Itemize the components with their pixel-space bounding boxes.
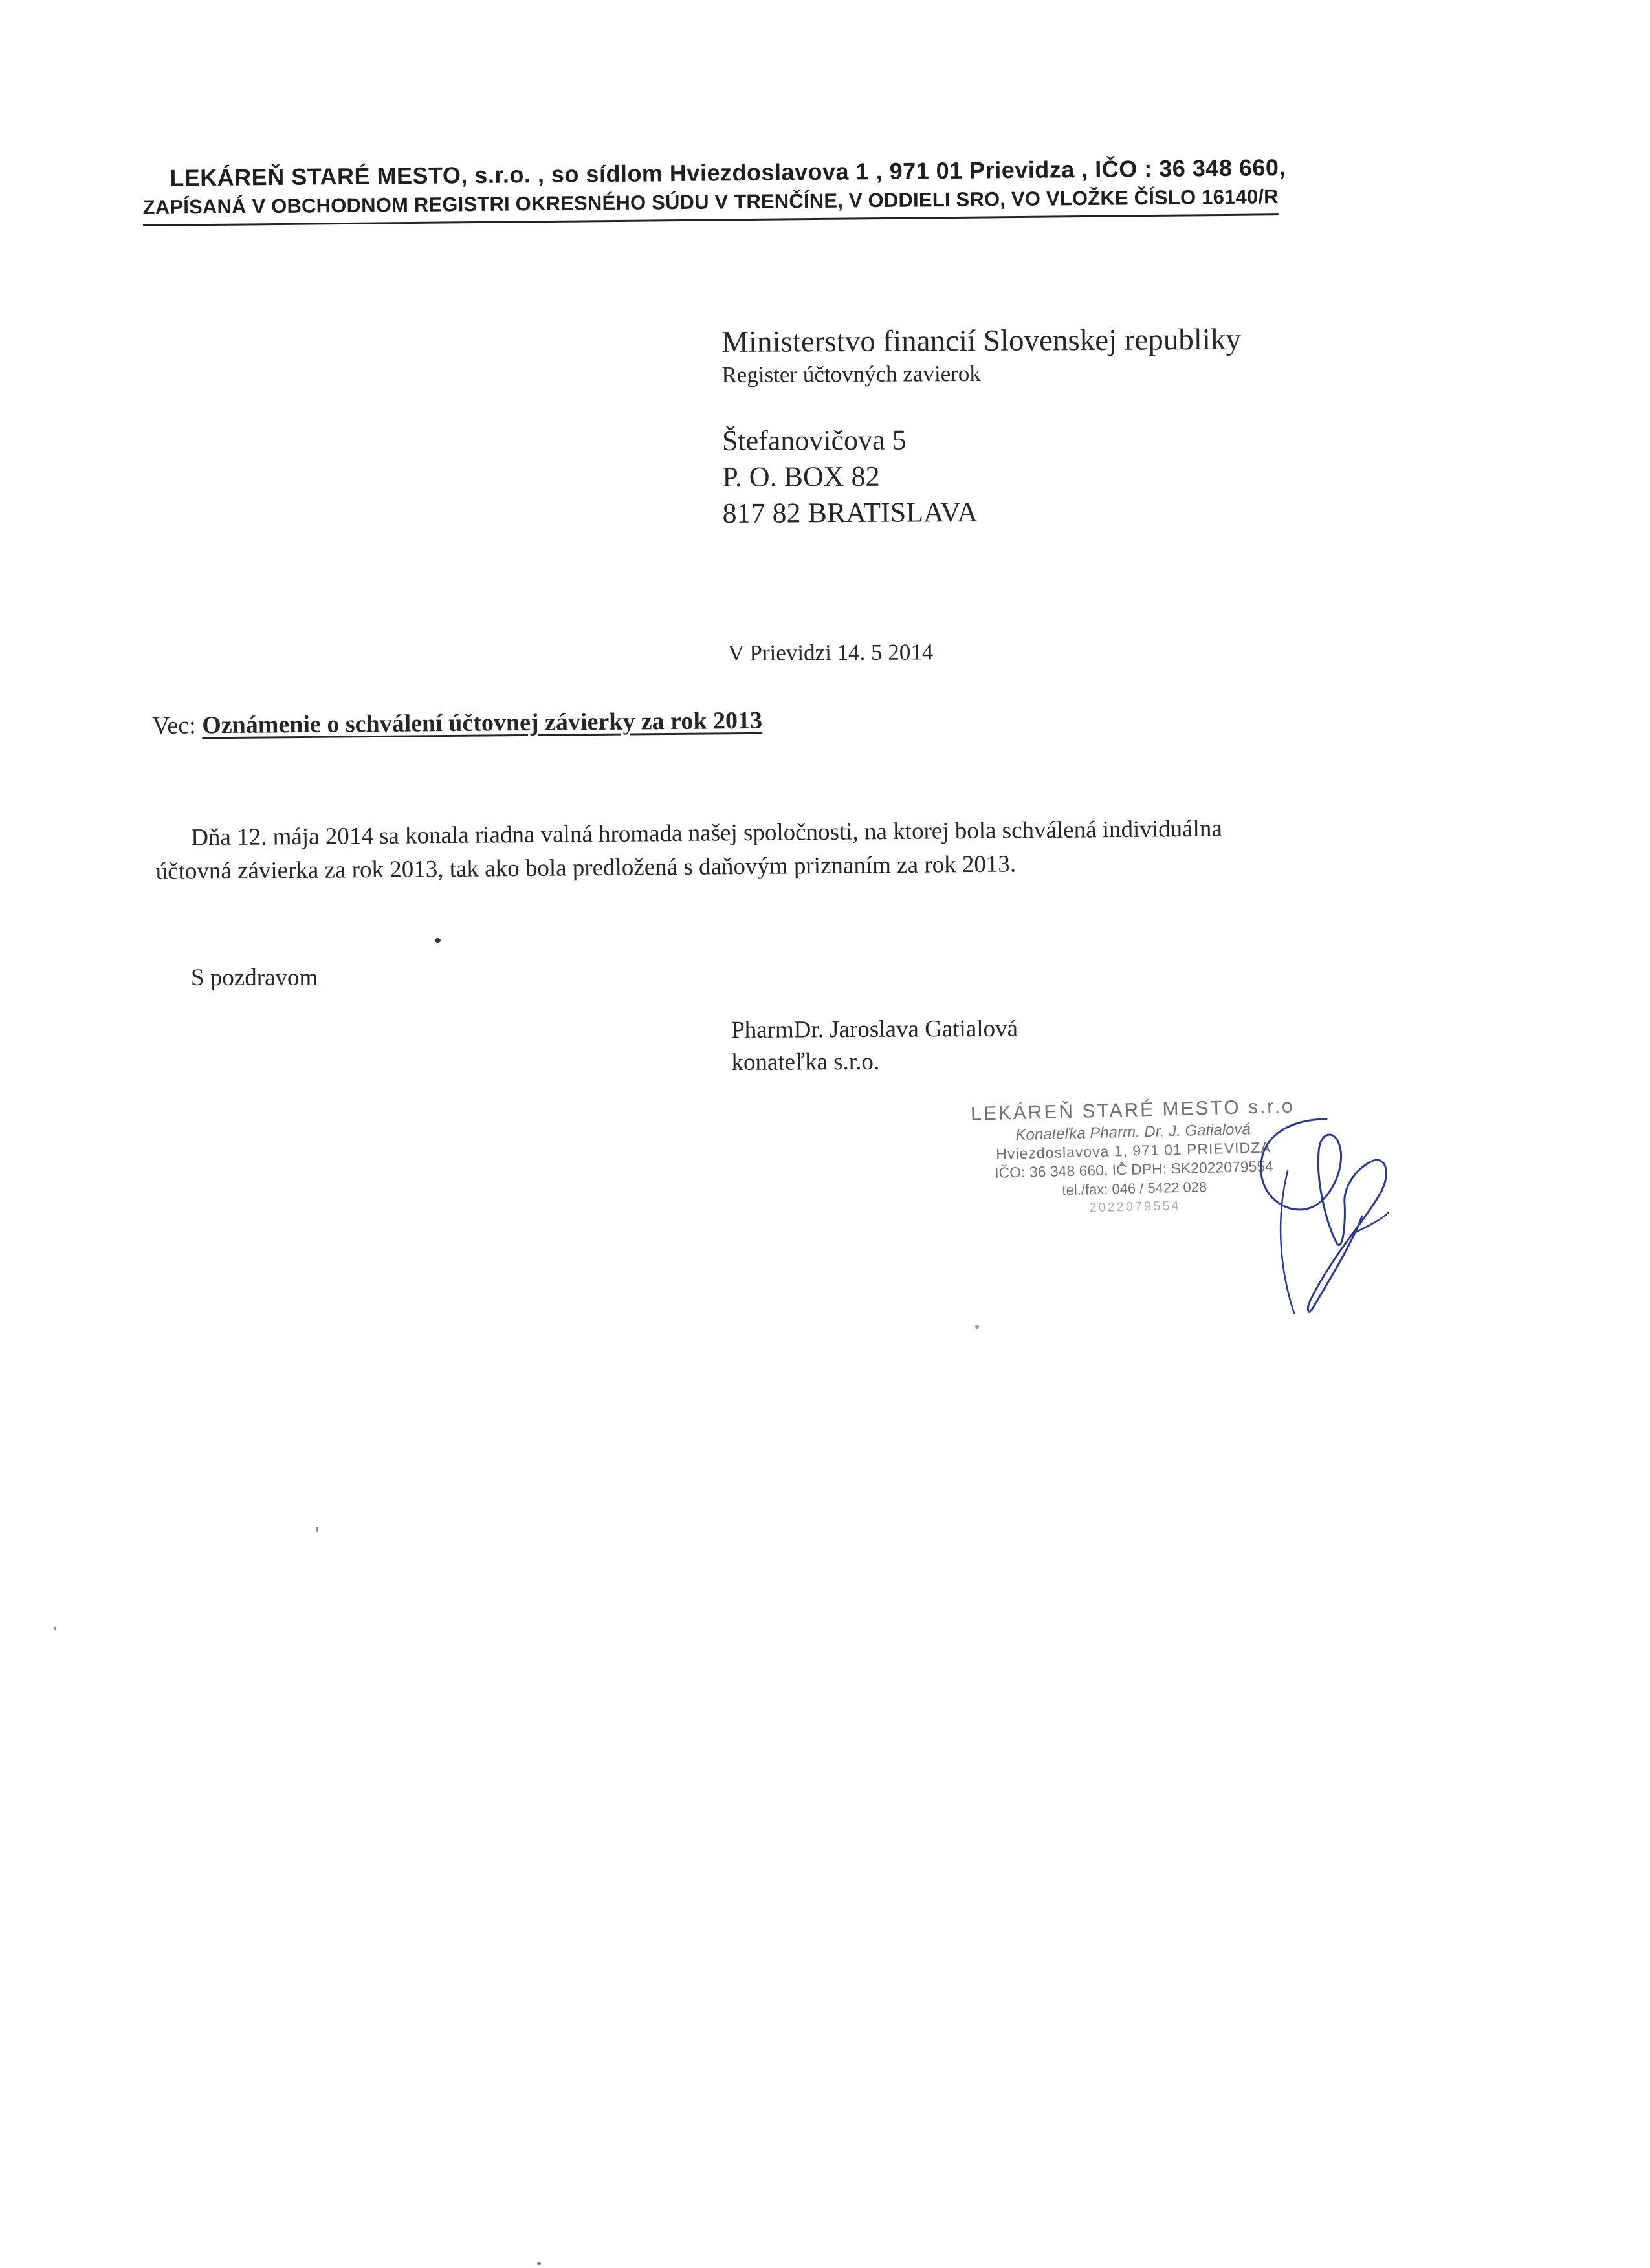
subject-line — [152, 706, 762, 740]
stamp-line: 2022079554 — [1089, 1198, 1181, 1216]
signer-block — [731, 1013, 1018, 1079]
recipient-city: 817 82 BRATISLAVA — [722, 496, 978, 529]
recipient-address-block — [721, 321, 1242, 532]
recipient-pobox: P. O. BOX 82 — [722, 460, 880, 493]
stamp-line: Hviezdoslavova 1, 971 01 PRIEVIDZA — [996, 1139, 1271, 1162]
scan-speck — [435, 938, 441, 943]
signer-name: PharmDr. Jaroslava Gatialová — [731, 1015, 1018, 1043]
signer-role: konateľka s.r.o. — [731, 1048, 880, 1076]
recipient-name: Ministerstvo financií Slovenskej republiky — [721, 322, 1242, 359]
handwritten-signature — [1249, 1093, 1404, 1326]
scan-speck — [54, 1627, 56, 1630]
letterhead-company-line: LEKÁREŇ STARÉ MESTO, s.r.o. , so sídlom Hviezdoslavova 1 , 971 01 Prievidza , IČO : 36 348 660, — [169, 154, 1286, 191]
subject-label: Vec: — [152, 712, 196, 739]
recipient-street: Štefanovičova 5 — [721, 424, 907, 457]
letterhead-registry-line: ZAPÍSANÁ V OBCHODNOM REGISTRI OKRESNÉHO SÚDU V TRENČÍNE, V ODDIELI SRO, VO VLOŽKE ČÍSLO 16140/R — [142, 185, 1279, 226]
stamp-line: Konateľka Pharm. Dr. J. Gatialová — [1015, 1120, 1251, 1144]
letter-body — [155, 811, 1385, 889]
stamp-line: tel./fax: 046 / 5422 028 — [1062, 1178, 1207, 1199]
body-paragraph-line: účtovná závierka za rok 2013, tak ako bola predložená s daňovým priznaním za rok 2013. — [155, 851, 1017, 885]
scan-speck — [537, 2262, 541, 2265]
closing-greeting: S pozdravom — [191, 965, 318, 991]
scan-speck — [316, 1527, 318, 1532]
letterhead — [142, 153, 1372, 226]
stamp-line: LEKÁREŇ STARÉ MESTO s.r.o — [970, 1095, 1295, 1125]
recipient-department: Register účtovných zavierok — [721, 360, 981, 387]
subject-text: Oznámenie o schválení účtovnej závierky za rok 2013 — [202, 706, 763, 739]
place-and-date: V Prievidzi 14. 5 2014 — [728, 639, 934, 666]
body-paragraph-line: Dňa 12. mája 2014 sa konala riadna valná hromada našej spoločnosti, na ktorej bola schválená individuálna — [191, 815, 1222, 851]
scan-speck — [975, 1325, 979, 1329]
stamp-line: IČO: 36 348 660, IČ DPH: SK2022079554 — [994, 1157, 1274, 1181]
